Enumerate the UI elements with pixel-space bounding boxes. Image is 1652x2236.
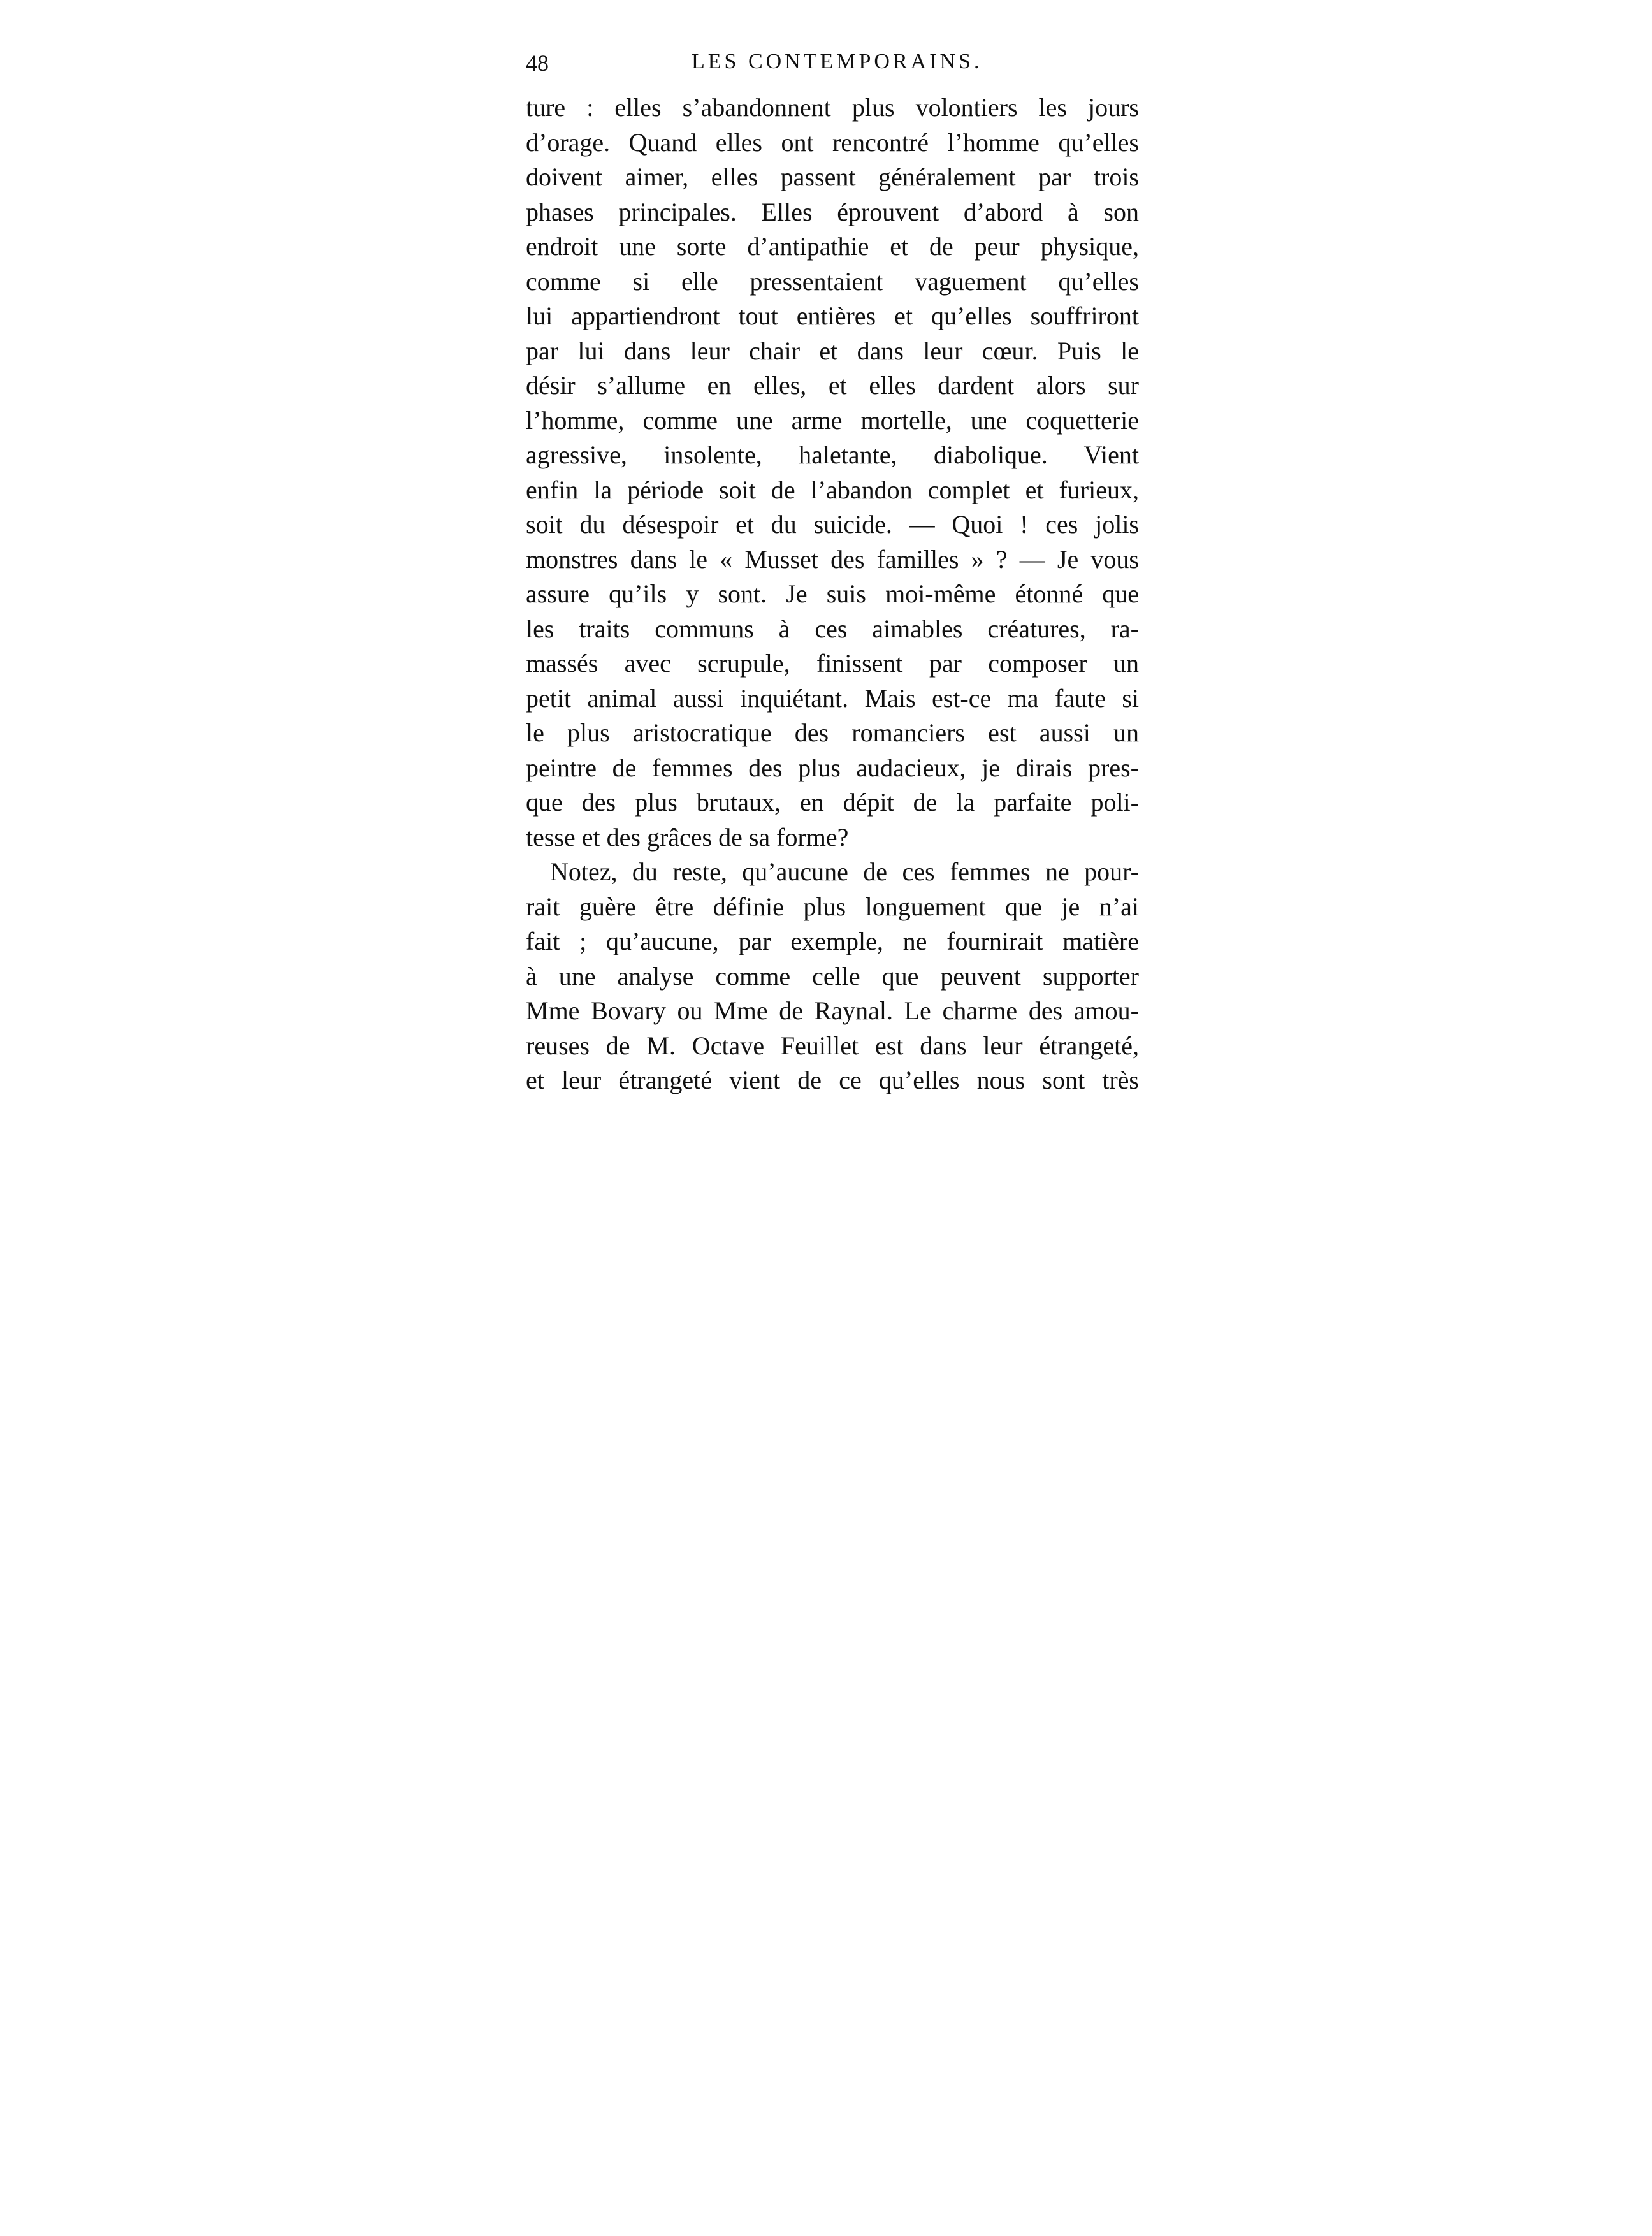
- text-line: rait guère être définie plus longuement que je n’ai: [526, 892, 1139, 921]
- text-line: le plus aristocratique des romanciers est aussi un: [526, 718, 1139, 747]
- text-line: phases principales. Elles éprouvent d’abord à son: [526, 197, 1139, 226]
- text-line: les traits communs à ces aimables créatures, ra-: [526, 614, 1139, 643]
- text-line: peintre de femmes des plus audacieux, je dirais pres-: [526, 753, 1139, 782]
- text-line: à une analyse comme celle que peuvent supporter: [526, 961, 1139, 991]
- running-head: [526, 45, 1139, 83]
- paragraph-end-line: tesse et des grâces de sa forme?: [526, 822, 849, 852]
- text-line: ture : elles s’abandonnent plus volontiers les jours: [526, 93, 1139, 122]
- text-line: petit animal aussi inquiétant. Mais est-ce ma faute si: [526, 683, 1139, 713]
- text-block: [526, 45, 1139, 1098]
- page-number: 48: [526, 50, 549, 76]
- text-line: doivent aimer, elles passent généralement par trois: [526, 163, 1139, 191]
- text-line: monstres dans le « Musset des familles » ? — Je vous: [526, 544, 1139, 574]
- text-line: par lui dans leur chair et dans leur cœur. Puis le: [526, 336, 1139, 365]
- paragraph-start-line: Notez, du reste, qu’aucune de ces femmes ne pour-: [550, 857, 1139, 886]
- text-line: reuses de M. Octave Feuillet est dans leur étrangeté,: [526, 1031, 1139, 1060]
- text-line: lui appartiendront tout entières et qu’elles souffriront: [526, 301, 1139, 330]
- text-line: endroit une sorte d’antipathie et de peur physique,: [526, 232, 1139, 261]
- text-line: d’orage. Quand elles ont rencontré l’homme qu’elles: [526, 127, 1139, 157]
- text-line: que des plus brutaux, en dépit de la parfaite poli-: [526, 788, 1139, 817]
- running-title: LES CONTEMPORAINS.: [692, 50, 983, 73]
- text-line: massés avec scrupule, finissent par composer un: [526, 649, 1139, 678]
- text-line: enfin la période soit de l’abandon complet et furieux,: [526, 475, 1139, 504]
- text-line: fait ; qu’aucune, par exemple, ne fournirait matière: [526, 927, 1139, 955]
- text-line: désir s’allume en elles, et elles dardent alors sur: [526, 371, 1139, 400]
- text-line: l’homme, comme une arme mortelle, une coquetterie: [526, 405, 1139, 435]
- text-line: et leur étrangeté vient de ce qu’elles nous sont très: [526, 1066, 1139, 1094]
- text-line: Mme Bovary ou Mme de Raynal. Le charme des amou-: [526, 996, 1139, 1025]
- text-line: agressive, insolente, haletante, diabolique. Vient: [526, 440, 1139, 469]
- text-line: soit du désespoir et du suicide. — Quoi ! ces jolis: [526, 510, 1139, 539]
- text-line: assure qu’ils y sont. Je suis moi-même étonné que: [526, 579, 1139, 608]
- body-text: [526, 91, 1139, 1098]
- text-line: comme si elle pressentaient vaguement qu’elles: [526, 266, 1139, 296]
